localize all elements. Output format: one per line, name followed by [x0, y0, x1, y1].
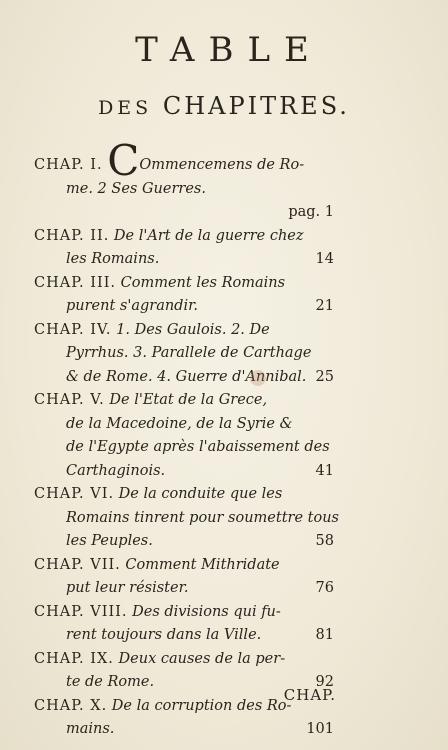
toc-entry [34, 601, 334, 648]
chapter-title-line: Pyrrhus. 3. Parallele de Carthage [66, 345, 312, 361]
catchword: CHAP. [283, 686, 336, 704]
chapter-number: CHAP. I. [34, 157, 103, 173]
chapter-title-line: de l'Egypte après l'abaissement des [66, 439, 330, 455]
chapter-title-line: Des divisions qui fu- [132, 603, 281, 620]
chapter-title-line: me. 2 Ses Guerres. [66, 180, 206, 197]
toc-entry [34, 554, 334, 601]
toc-entry [34, 272, 334, 319]
chapter-title-line: Ommencemens de Ro- [139, 157, 305, 173]
page-number: 25 [315, 368, 334, 385]
chapter-title-line: mains. [66, 721, 115, 737]
chapter-title-line: purent s'agrandir. [66, 298, 199, 314]
page-number: 92 [315, 674, 334, 690]
chapter-title-line: Romains tinrent pour soumettre tous [66, 509, 340, 526]
paper-stain [250, 370, 266, 386]
page-number: 81 [315, 627, 334, 643]
toc-entry [34, 389, 334, 483]
chapter-title-line: rent toujours dans la Ville. [66, 627, 262, 643]
chapter-title-line: De la corruption des Ro- [111, 697, 292, 714]
page-subtitle [0, 92, 448, 120]
chapter-title-line: les Romains. [66, 251, 160, 267]
chapter-title-line: De la conduite que les [118, 486, 283, 502]
page-number: 76 [315, 580, 334, 596]
chapter-number: CHAP. IX. [34, 650, 114, 667]
chapter-number: CHAP. X. [34, 697, 108, 714]
chapter-title-line: Comment les Romains [120, 274, 286, 291]
chapter-number: CHAP. VIII. [34, 603, 128, 620]
chapter-title-line: te de Rome. [66, 674, 155, 690]
subtitle-chapitres: CHAPITRES. [162, 92, 350, 120]
toc-entry [34, 319, 334, 390]
toc-entry [34, 225, 334, 272]
chapter-title-line: de la Macedoine, de la Syrie & [66, 415, 293, 432]
toc-entry [34, 483, 340, 554]
subtitle-des: DES [98, 97, 153, 119]
chapter-number: CHAP. III. [34, 274, 117, 291]
chapter-number: CHAP. IV. [34, 321, 112, 338]
toc-entry [34, 136, 334, 225]
page-number: 58 [315, 533, 334, 549]
page-number: 21 [315, 298, 334, 314]
chapter-title-line: & de Rome. 4. Guerre d'Annibal. [66, 368, 307, 385]
chapter-title-line: Carthaginois. [66, 462, 166, 479]
chapter-number: CHAP. V. [34, 392, 105, 408]
page-number: 14 [315, 251, 334, 267]
page-number: 1 [324, 204, 334, 220]
chapter-number: CHAP. VI. [34, 486, 115, 502]
drop-cap: C [107, 136, 140, 185]
page-title: TABLE [135, 30, 323, 70]
chapter-title-line: Comment Mithridate [125, 556, 280, 573]
page-number: 101 [306, 721, 334, 737]
chapter-title-line: 1. Des Gaulois. 2. De [116, 321, 270, 338]
chapter-title-line: put leur résister. [66, 580, 189, 596]
chapter-number: CHAP. VII. [34, 556, 121, 573]
chapter-title-line: De l'Etat de la Grece, [109, 392, 268, 408]
table-of-contents [34, 136, 340, 742]
chapter-title-line: les Peuples. [66, 533, 153, 549]
chapter-title-line: De l'Art de la guerre chez [113, 227, 304, 244]
page-number: 41 [315, 462, 334, 479]
chapter-title-line: Deux causes de la per- [118, 650, 286, 667]
chapter-number: CHAP. II. [34, 227, 110, 244]
page-label: pag. [288, 204, 321, 220]
